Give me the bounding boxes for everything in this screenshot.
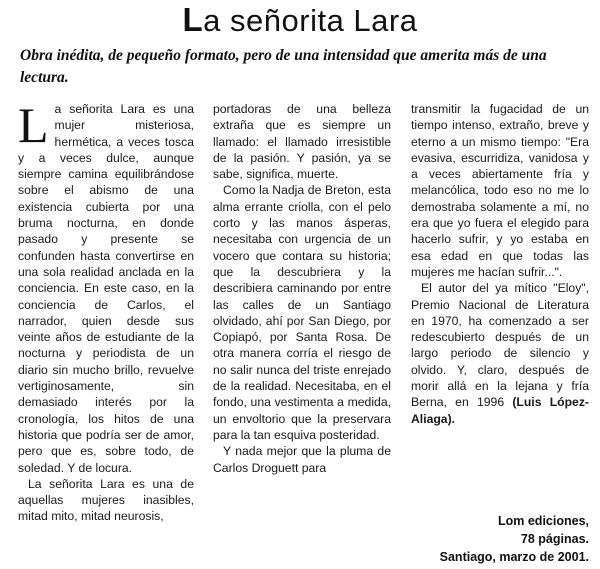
paragraph: La señorita Lara es una de aquellas mujeres inasibles, mitad mito, mitad neurosis, bbox=[18, 476, 194, 524]
paragraph: a señorita Lara es una mujer misteriosa, hermética, a veces tosca y a veces dulce, aunque siempre camina equilibrándose sobre el abismo de una existencia cubierta por una bruma nocturna, en donde pasado y presente se confunden hasta convertirse en una sola realidad anclada en la conciencia. En este caso, en la conciencia de Carlos, el narrador, quien desde sus veinte años de estudiante de la nocturna y periodista de un diario sin mucho brillo, revuelve vertiginosamente, sin demasiado interés por la cronología, los hitos de una historia que podría ser de amor, pero que es, sobre todo, de soledad. Y de locura. bbox=[18, 102, 194, 475]
paragraph: portadoras de una belleza extraña que es siempre un llamado: el llamado irresistible de la pasión. Y pasión, ya se sabe, significa, muerte. bbox=[213, 102, 391, 182]
page-count: 78 páginas. bbox=[520, 532, 589, 546]
text-column-3 bbox=[411, 101, 589, 427]
drop-cap: L bbox=[18, 97, 49, 153]
title-rest: a señorita Lara bbox=[203, 3, 418, 38]
title-initial: L bbox=[182, 1, 204, 38]
book-credits bbox=[440, 512, 589, 566]
paragraph-text: El autor del ya mítico "Eloy", Premio Nacional de Literatura en 1970, ha comenzado a ser redescubierto después de un largo periodo de silencio y olvido. Y, claro, después de morir allá en la lejana y fría Berna, en 1996 bbox=[411, 281, 589, 410]
paragraph: transmitir la fugacidad de un tiempo intenso, extraño, breve y eterno a un mismo tiempo: "Era evasiva, escurridiza, vanidosa y a veces abiertamente fría y melancólica, todo eso no me lo demostraba solamente a mí, no era que yo fuera el elegido para hacerlo sufrir, y yo estaba en esa edad en que todas las mujeres me hacían sufrir...". bbox=[411, 102, 589, 279]
text-column-2 bbox=[213, 101, 391, 476]
paragraph bbox=[411, 280, 589, 427]
paragraph: Como la Nadja de Breton, esta alma errante criolla, con el pelo corto y las manos ásperas, necesitaba con urgencia de un vocero que contara su historia; que la descubriera y la describiera caminando por entre las calles de un Santiago olvidado, ahí por San Diego, por Copiapó, por Santa Rosa. De otra manera corría el riesgo de no salir nunca del triste enrejado de la realidad. Necesitaba, en el fondo, una vestimenta a medida, un envoltorio que la preservara para la tan esquiva posteridad. bbox=[213, 183, 391, 442]
article-title bbox=[0, 2, 600, 39]
paragraph: Y nada mejor que la pluma de Carlos Droguett para bbox=[213, 444, 391, 475]
text-column-1 bbox=[18, 97, 194, 525]
place-date: Santiago, marzo de 2001. bbox=[439, 550, 589, 564]
publisher: Lom ediciones, bbox=[498, 514, 589, 528]
author-signature: (Luis López-Aliaga). bbox=[411, 395, 589, 426]
article-subtitle: Obra inédita, de pequeño formato, pero de una intensidad que amerita más de una lectura. bbox=[20, 47, 547, 86]
